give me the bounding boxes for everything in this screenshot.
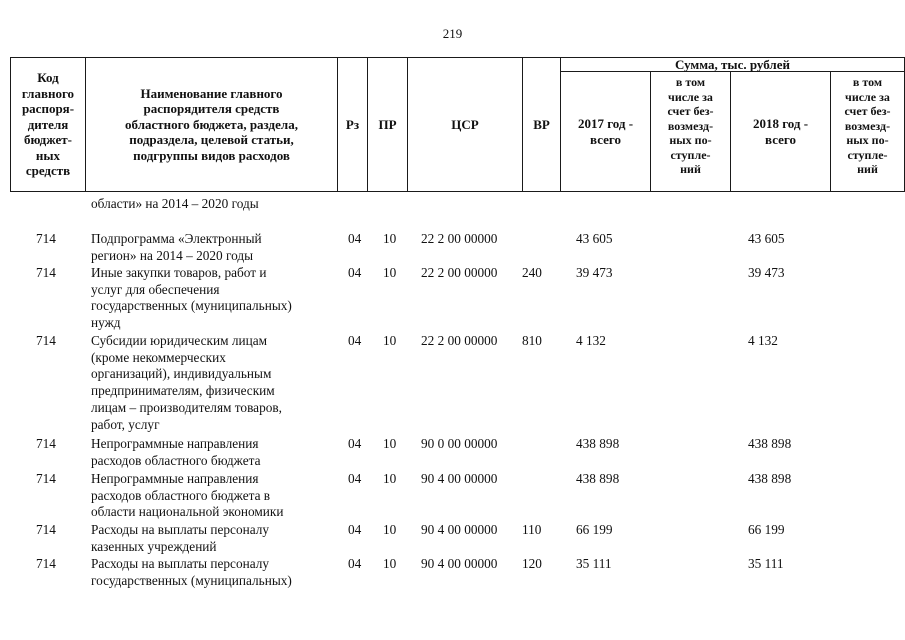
row-name [91,231,262,264]
row-name-line: Непрограммные направления [91,471,259,486]
row-name-line: Подпрограмма «Электронный [91,231,262,246]
header-2018-total: 2018 год - всего [731,72,831,192]
row-code: 714 [36,231,56,246]
page-number: 219 [442,26,463,41]
row-name-line: нужд [91,315,121,331]
row-name-line: государственных (муниципальных) [91,572,292,588]
row-rz: 04 [348,436,362,451]
row-code: 714 [36,522,56,537]
row-name-line: расходов областного бюджета в [91,487,271,503]
header-csr: ЦСР [408,58,523,192]
header-name: Наименование главного распорядителя средств областного бюджета, раздела, подраздела, целевой статьи, подгруппы видов расходов [86,58,338,192]
row-name-line: предпринимателям, физическим [91,383,275,399]
row-sum-2017: 35 111 [576,556,612,571]
continuation-text: области» на 2014 – 2020 годы [91,196,259,211]
row-name [91,471,283,521]
row-sum-2017: 438 898 [576,436,620,451]
row-rz: 04 [348,556,362,571]
row-code: 714 [36,556,56,571]
row-sum-2018: 438 898 [748,471,792,486]
row-name-line: Расходы на выплаты персоналу [91,556,270,571]
row-sum-2017: 39 473 [576,265,613,280]
row-pr: 10 [383,471,397,486]
row-sum-2017: 43 605 [576,231,613,246]
row-rz: 04 [348,471,362,486]
row-pr: 10 [383,265,397,280]
row-sum-2017: 4 132 [576,333,606,348]
header-rz: Рз [338,58,368,192]
row-name-line: работ, услуг [91,416,160,432]
row-name-line: области национальной экономики [91,504,284,520]
row-name-line: Непрограммные направления [91,436,259,451]
row-csr: 90 4 00 00000 [421,471,498,486]
row-sum-2018: 4 132 [748,333,778,348]
row-name-line: регион» на 2014 – 2020 годы [91,247,254,263]
row-name-line: государственных (муниципальных) [91,298,292,314]
row-vr: 110 [522,522,542,537]
row-name-line: Расходы на выплаты персоналу [91,522,270,537]
row-pr: 10 [383,231,397,246]
row-csr: 22 2 00 00000 [421,265,498,280]
row-sum-2017: 66 199 [576,522,613,537]
row-code: 714 [36,471,56,486]
row-name [91,333,282,433]
row-name-line: организаций), индивидуальным [91,366,272,382]
row-name [91,556,292,589]
header-sum-title: Сумма, тыс. рублей [561,58,905,72]
header-2018-including: в том числе за счет без- возмезд- ных по- ступле- ний [831,72,905,192]
row-name-line: (кроме некоммерческих [91,349,226,365]
row-pr: 10 [383,436,397,451]
row-sum-2018: 39 473 [748,265,785,280]
header-pr: ПР [368,58,408,192]
row-name-line: Иные закупки товаров, работ и [91,265,267,280]
row-csr: 90 0 00 00000 [421,436,498,451]
row-name [91,265,292,332]
row-code: 714 [36,436,56,451]
row-name-line: услуг для обеспечения [91,281,220,297]
row-csr: 90 4 00 00000 [421,522,498,537]
row-sum-2018: 66 199 [748,522,785,537]
header-2017-including: в том числе за счет без- возмезд- ных по- ступле- ний [651,72,731,192]
row-sum-2018: 438 898 [748,436,792,451]
row-name-line: лицам – производителям товаров, [91,399,282,415]
row-pr: 10 [383,522,397,537]
row-sum-2017: 438 898 [576,471,620,486]
row-csr: 90 4 00 00000 [421,556,498,571]
header-code: Код главного распоря- дителя бюджет- ных средств [11,58,86,192]
table-header [10,57,905,192]
row-code: 714 [36,333,56,348]
row-vr: 120 [522,556,542,571]
row-csr: 22 2 00 00000 [421,333,498,348]
row-name [91,522,269,555]
header-vr: ВР [523,58,561,192]
row-pr: 10 [383,333,397,348]
row-name-line: Субсидии юридическим лицам [91,333,268,348]
row-sum-2018: 35 111 [748,556,784,571]
row-rz: 04 [348,522,362,537]
row-name [91,436,260,469]
row-code: 714 [36,265,56,280]
row-csr: 22 2 00 00000 [421,231,498,246]
row-vr: 810 [522,333,542,348]
row-sum-2018: 43 605 [748,231,785,246]
row-vr: 240 [522,265,542,280]
row-rz: 04 [348,231,362,246]
row-rz: 04 [348,333,362,348]
row-name-line: расходов областного бюджета [91,452,261,468]
row-pr: 10 [383,556,397,571]
row-name-line: казенных учреждений [91,538,217,554]
header-2017-total: 2017 год - всего [561,72,651,192]
row-rz: 04 [348,265,362,280]
